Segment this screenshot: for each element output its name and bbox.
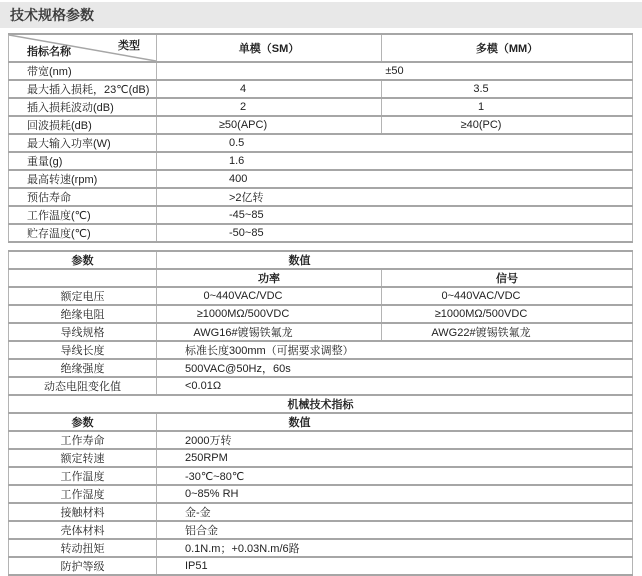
row-label-cell: 贮存温度(℃) (9, 224, 157, 242)
table-row (9, 80, 633, 98)
table-header-row (9, 34, 633, 62)
value-header-cell: 数值 (157, 413, 633, 431)
table-row (9, 224, 633, 242)
column-header-sm: 单模（SM） (157, 34, 382, 62)
column-header-mm: 多模（MM） (382, 34, 633, 62)
row-label-cell: 带宽(nm) (9, 62, 157, 80)
page-title: 技术规格参数 (10, 7, 94, 23)
row-label-cell: 壳体材料 (9, 521, 157, 539)
title-bar (0, 2, 642, 28)
empty-corner-cell (9, 269, 157, 287)
table-row (9, 449, 633, 467)
value-cell-merged: ±50 (157, 62, 633, 80)
subheader-signal-cell: 信号 (382, 269, 633, 287)
value-cell-merged: -45~85 (157, 206, 633, 224)
value-cell-merged: -50~85 (157, 224, 633, 242)
value-cell-merged: -30℃~80℃ (157, 467, 633, 485)
value-header-cell: 数值 (157, 251, 633, 269)
table-row (9, 395, 633, 413)
value-cell-merged: <0.01Ω (157, 377, 633, 395)
table-row (9, 467, 633, 485)
table-row (9, 62, 633, 80)
table-row (9, 269, 633, 287)
value-cell-col3: 1 (382, 98, 633, 116)
row-label-cell: 额定转速 (9, 449, 157, 467)
row-label-cell: 接触材料 (9, 503, 157, 521)
value-cell-merged: 250RPM (157, 449, 633, 467)
param-header-cell: 参数 (9, 251, 157, 269)
table-row (9, 341, 633, 359)
value-cell-merged: 400 (157, 170, 633, 188)
row-label-cell: 工作温度 (9, 467, 157, 485)
value-cell-merged: 2000万转 (157, 431, 633, 449)
corner-label-row-title: 指标名称 (27, 46, 71, 58)
subheader-power-cell: 功率 (157, 269, 382, 287)
row-label-cell: 绝缘电阻 (9, 305, 157, 323)
table-row (9, 413, 633, 431)
row-label-cell: 最大输入功率(W) (9, 134, 157, 152)
row-label-cell: 工作温度(℃) (9, 206, 157, 224)
table-row (9, 287, 633, 305)
value-cell-col2: ≥1000MΩ/500VDC (157, 305, 382, 323)
value-cell-merged: 500VAC@50Hz，60s (157, 359, 633, 377)
row-label-cell: 额定电压 (9, 287, 157, 305)
value-cell-col2: 0~440VAC/VDC (157, 287, 382, 305)
table-row (9, 98, 633, 116)
table-row (9, 206, 633, 224)
value-cell-col3: AWG22#镀锡铁氟龙 (382, 323, 633, 341)
table-row (9, 557, 633, 575)
table-row (9, 521, 633, 539)
table-row (9, 485, 633, 503)
table-row (9, 377, 633, 395)
row-label-cell: 导线长度 (9, 341, 157, 359)
value-cell-merged: 金-金 (157, 503, 633, 521)
row-label-cell: 预估寿命 (9, 188, 157, 206)
value-cell-col2: 2 (157, 98, 382, 116)
corner-label-col-title: 类型 (118, 40, 140, 52)
row-label-cell: 绝缘强度 (9, 359, 157, 377)
param-header-cell: 参数 (9, 413, 157, 431)
table-row (9, 251, 633, 269)
table-row (9, 503, 633, 521)
value-cell-merged: 1.6 (157, 152, 633, 170)
table-row (9, 305, 633, 323)
row-label-cell: 工作湿度 (9, 485, 157, 503)
value-cell-col3: 3.5 (382, 80, 633, 98)
value-cell-merged: 0~85% RH (157, 485, 633, 503)
value-cell-col3: ≥40(PC) (382, 116, 633, 134)
value-cell-merged: 铝合金 (157, 521, 633, 539)
table-row (9, 359, 633, 377)
table-row (9, 134, 633, 152)
value-cell-merged: >2亿转 (157, 188, 633, 206)
value-cell-merged: 0.1N.m；+0.03N.m/6路 (157, 539, 633, 557)
diagonal-header-cell (9, 34, 157, 62)
section-title-cell: 机械技术指标 (9, 395, 633, 413)
table-row (9, 539, 633, 557)
row-label-cell: 插入损耗波动(dB) (9, 98, 157, 116)
row-label-cell: 转动扭矩 (9, 539, 157, 557)
row-label-cell: 工作寿命 (9, 431, 157, 449)
table-row (9, 431, 633, 449)
row-label-cell: 重量(g) (9, 152, 157, 170)
value-cell-col2: 4 (157, 80, 382, 98)
value-cell-col2: ≥50(APC) (157, 116, 382, 134)
value-cell-col2: AWG16#镀锡铁氟龙 (157, 323, 382, 341)
row-label-cell: 最高转速(rpm) (9, 170, 157, 188)
row-label-cell: 导线规格 (9, 323, 157, 341)
value-cell-merged: 标准长度300mm（可据要求调整） (157, 341, 633, 359)
table-row (9, 152, 633, 170)
table-row (9, 170, 633, 188)
table-row (9, 116, 633, 134)
value-cell-merged: 0.5 (157, 134, 633, 152)
spec-table-electrical-mechanical (8, 250, 633, 576)
value-cell-merged: IP51 (157, 557, 633, 575)
row-label-cell: 动态电阻变化值 (9, 377, 157, 395)
value-cell-col3: ≥1000MΩ/500VDC (382, 305, 633, 323)
spec-table-optical (8, 33, 633, 243)
row-label-cell: 防护等级 (9, 557, 157, 575)
row-label-cell: 最大插入损耗，23℃(dB) (9, 80, 157, 98)
value-cell-col3: 0~440VAC/VDC (382, 287, 633, 305)
row-label-cell: 回波损耗(dB) (9, 116, 157, 134)
table-row (9, 188, 633, 206)
table-row (9, 323, 633, 341)
